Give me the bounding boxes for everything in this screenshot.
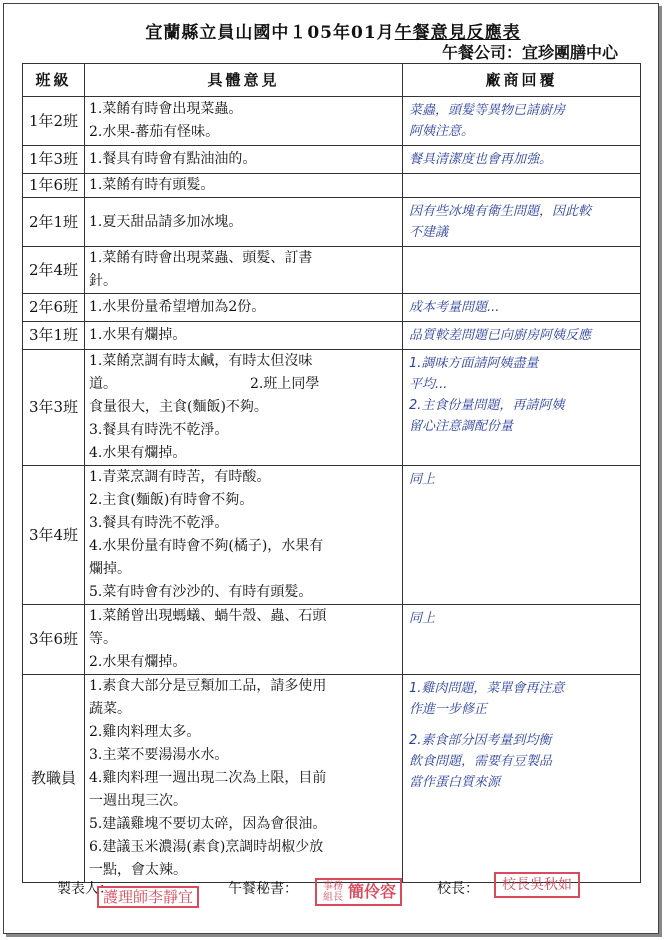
opinion-line: 一點，會太辣。 [89,862,187,878]
opinion-line: 一週出現三次。 [89,793,187,809]
opinion-line: 1.素食大部分是豆類加工品，請多使用 [89,678,327,694]
opinion-line: 1.菜餚有時會出現菜蟲、頭髮、訂書 [89,250,313,266]
title-prefix: 宜蘭縣立員山國中１05年01月 [145,23,395,43]
reply-cell [403,146,641,174]
class-cell: 2年6班 [23,294,85,322]
opinion-line: 2.雞肉料理太多。 [89,724,201,740]
class-cell: 2年4班 [23,247,85,294]
table-row [23,294,641,322]
reply-cell [403,675,641,883]
class-cell: 3年3班 [23,350,85,466]
principal-stamp: 校長吳秋如 [494,872,580,898]
reply-line: 同上 [409,472,436,487]
table-row [23,350,641,466]
reply-cell [403,466,641,605]
reply-cell [403,605,641,675]
opinion-line: 1.青菜烹調有時苦，有時酸。 [89,469,271,485]
table-row [23,97,641,146]
header-row [23,64,641,97]
opinion-line: 3.主菜不要湯湯水水。 [89,747,229,763]
reply-line: 菜蟲，頭髮等異物已請廚房 [409,103,566,118]
table-row [23,198,641,247]
table-row [23,146,641,174]
class-cell: 1年3班 [23,146,85,174]
secretary-label: 午餐秘書： [228,881,298,897]
reply-line: 同上 [409,611,436,626]
reply-line: 2.素食部分因考量到均衡 [409,733,552,748]
table-row [23,675,641,883]
class-cell: 3年1班 [23,322,85,350]
reply-line: 平均... [409,377,448,392]
opinion-line: 道。 2.班上同學 [89,376,320,392]
reply-line: 成本考量問題... [409,300,500,315]
opinion-cell [85,675,403,883]
principal-label: 校長： [437,881,479,897]
opinion-line: 1.水果份量希望增加為2份。 [89,299,266,315]
opinion-cell [85,322,403,350]
opinion-line: 1.夏天甜品請多加冰塊。 [89,213,243,230]
reply-cell [403,350,641,466]
opinion-line: 5.菜有時會有沙沙的、有時有頭髮。 [89,584,313,600]
table-row [23,322,641,350]
table-row [23,247,641,294]
reply-line: 留心注意調配份量 [409,419,514,434]
opinion-line: 蔬菜。 [89,701,131,717]
opinion-line: 4.水果份量有時會不夠(橘子)，水果有 [89,538,324,554]
class-cell: 1年6班 [23,174,85,198]
header-opinion: 具體意見 [85,64,403,97]
reply-line: 因有些冰塊有衛生問題，因此較 [409,204,592,219]
reply-line: 作進一步修正 [409,702,488,717]
maker-label: 製表人： [57,881,113,897]
reply-cell [403,322,641,350]
opinion-cell [85,605,403,675]
class-cell: 1年2班 [23,97,85,146]
class-cell: 3年6班 [23,605,85,675]
reply-cell [403,198,641,247]
opinion-line: 等。 [89,631,117,647]
reply-cell [403,97,641,146]
class-cell: 教職員 [23,675,85,883]
opinion-line: 食量很大，主食(麵飯)不夠。 [89,399,268,415]
reply-line: 當作蛋白質來源 [409,775,501,790]
table-row [23,466,641,605]
opinion-cell [85,146,403,174]
class-cell: 3年4班 [23,466,85,605]
secretary-stamp-name: 簡伶容 [348,882,397,901]
opinion-line: 1.菜餚烹調有時太鹹，有時太但沒味 [89,353,313,369]
secretary-stamp-title: 事務組長 [323,881,343,903]
opinion-cell [85,466,403,605]
header-reply: 廠商回覆 [403,64,641,97]
opinion-line: 2.水果有爛掉。 [89,654,187,670]
opinion-line: 1.水果有爛掉。 [89,327,187,343]
opinion-cell [85,294,403,322]
opinion-line: 2.水果-蕃茄有怪味。 [89,124,220,140]
table-row [23,605,641,675]
reply-cell [403,174,641,198]
header-class: 班級 [23,64,85,97]
opinion-cell [85,350,403,466]
company-name: 午餐公司：宜珍團膳中心 [441,43,618,62]
feedback-table [22,63,641,883]
class-cell: 2年1班 [23,198,85,247]
opinion-line: 1.菜餚有時會出現菜蟲。 [89,101,243,117]
reply-cell [403,294,641,322]
opinion-line: 4.水果有爛掉。 [89,445,187,461]
opinion-line: 3.餐具有時洗不乾淨。 [89,515,229,531]
reply-line: 餐具清潔度也會再加強。 [409,152,553,167]
opinion-cell [85,198,403,247]
opinion-line: 針。 [89,273,117,289]
reply-line: 1.雞肉問題，菜單會再注意 [409,681,565,696]
opinion-line: 爛掉。 [89,561,131,577]
opinion-line: 1.餐具有時會有點油油的。 [89,151,257,167]
secretary-stamp [315,878,402,906]
opinion-line: 4.雞肉料理一週出現二次為上限，目前 [89,770,327,786]
opinion-line: 2.主食(麵飯)有時會不夠。 [89,492,254,508]
opinion-cell [85,174,403,198]
reply-line: 飲食問題，需要有豆製品 [409,754,553,769]
maker-stamp: 護理師李靜宜 [97,886,199,908]
opinion-line: 1.菜餚曾出現螞蟻、蝸牛殼、蟲、石頭 [89,608,327,624]
opinion-line: 6.建議玉米濃湯(素食)烹調時胡椒少放 [89,839,324,855]
table-row [23,174,641,198]
reply-line: 2.主食份量問題，再請阿姨 [409,398,565,413]
opinion-cell [85,97,403,146]
reply-line: 1.調味方面請阿姨盡量 [409,356,539,371]
opinion-line: 3.餐具有時洗不乾淨。 [89,422,229,438]
reply-cell [403,247,641,294]
reply-line: 品質較差問題已向廚房阿姨反應 [409,328,592,343]
reply-line: 阿姨注意。 [409,124,475,139]
reply-line [409,720,634,730]
opinion-line: 1.菜餚有時有頭髮。 [89,177,215,193]
signature-footer [0,868,666,908]
reply-line: 不建議 [409,225,449,240]
title-underlined: 午餐意見反應表 [394,23,521,43]
opinion-line: 5.建議雞塊不要切太碎，因為會很油。 [89,816,327,832]
opinion-cell [85,247,403,294]
